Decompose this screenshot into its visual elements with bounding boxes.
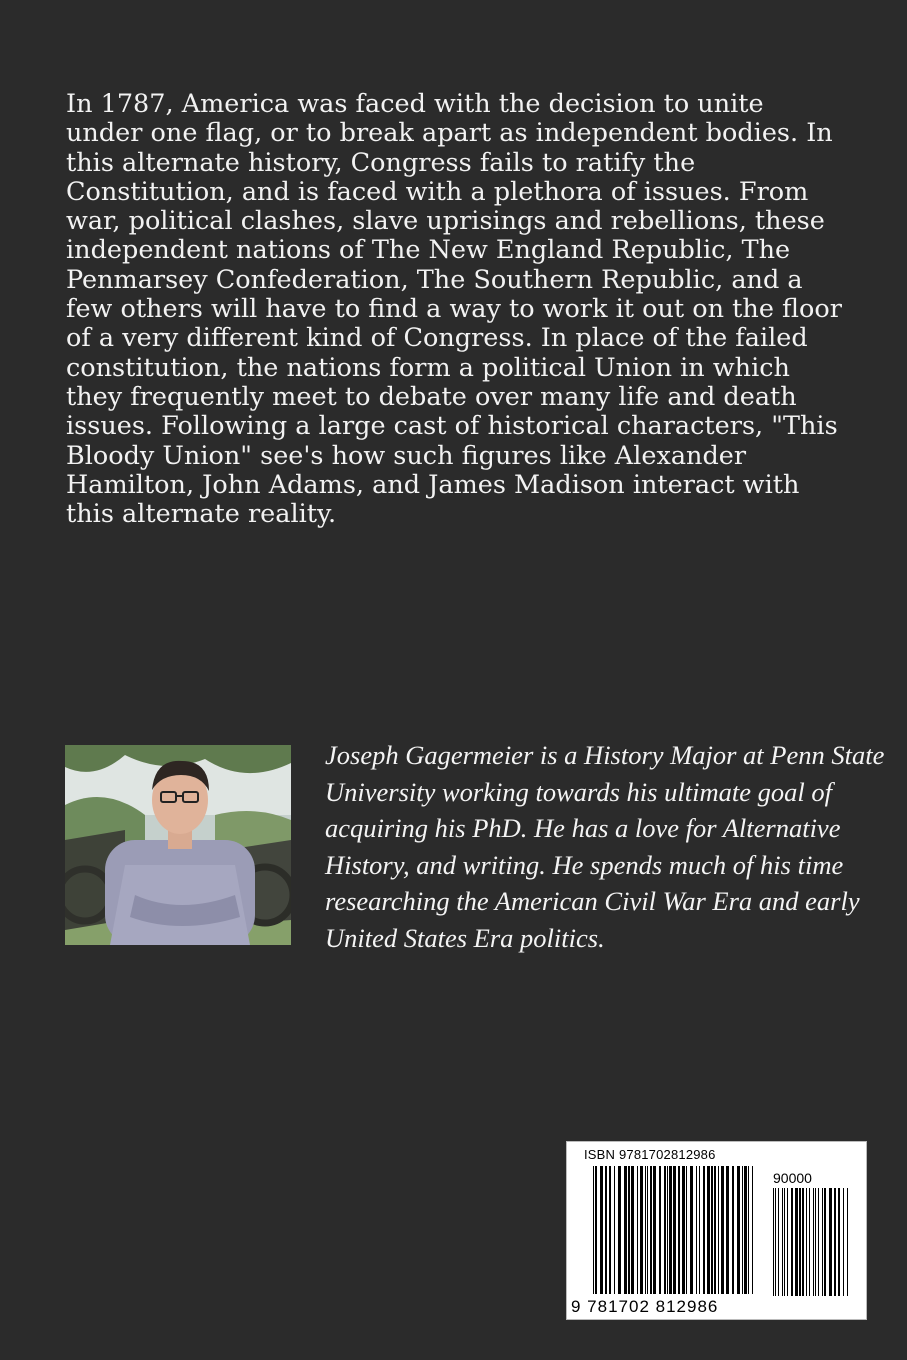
barcode-bar [714,1166,716,1294]
price-code: 90000 [773,1170,812,1186]
barcode-bar [624,1166,627,1294]
barcode-bar [645,1166,646,1294]
book-blurb: In 1787, America was faced with the decision to unite under one flag, or to break apart as independent bodies. In this alternate history, Congress fails to ratify the Constitution, and is faced with a plethora of issues. From war, political clashes, slave uprisings and rebellions, these independent nations of The New England Republic, The Penmarsey Confederation, The Southern Republic, and a few others will have to find a way to work it out on the floor of a very different kind of Congress. In place of the failed constitution, the nations form a political Union in which they frequently meet to debate over many life and death issues. Following a large cast of historical characters, "This Bloody Union" see's how such figures like Alexander Hamilton, John Adams, and James Madison interact with this alternate reality. [66,89,842,530]
barcode-bar [732,1166,734,1294]
barcode-bar [628,1166,630,1294]
barcode-bar [829,1188,832,1296]
barcode-bar [653,1166,656,1294]
barcode-bar [795,1188,798,1296]
barcode-bar [699,1166,700,1294]
barcode-bar [806,1188,807,1296]
author-photo-image [65,745,291,945]
isbn-label: ISBN 9781702812986 [584,1147,716,1162]
author-bio: Joseph Gagermeier is a History Major at Penn State University working towards his ultimate goal of acquiring his PhD. He has a love for Alternative History, and writing. He spends much of his time researching the American Civil War Era and early United States Era politics. [325,740,885,953]
barcode-bar [784,1188,785,1296]
barcode-digits: 9 781702 812986 [571,1297,719,1316]
barcode-bar [799,1188,801,1296]
barcode-bar [744,1166,747,1294]
barcode-bar [834,1188,836,1296]
barcode-bar [650,1166,652,1294]
barcode-bar [673,1166,676,1294]
barcode-bar [787,1188,788,1296]
author-photo [65,745,291,945]
barcode-bar [847,1188,848,1296]
barcode-bar [778,1188,779,1296]
barcode-bar [669,1166,672,1294]
barcode-bar [707,1166,710,1294]
barcode-bar [711,1166,713,1294]
barcode-bar [775,1188,776,1296]
barcode-bar [678,1166,680,1294]
barcode-bar [609,1166,611,1294]
barcode-bar [782,1188,783,1296]
barcode-bar [618,1166,621,1294]
barcode-bar [703,1166,705,1294]
barcode-bar [682,1166,685,1294]
barcode-bar [791,1188,793,1296]
barcode-bar [593,1166,594,1294]
barcode-bar [659,1166,661,1294]
barcode-bar [843,1188,844,1296]
barcode-bar [718,1166,719,1294]
barcode-bars [593,1166,863,1296]
barcode-bar [802,1188,804,1296]
barcode-bar [773,1188,774,1296]
barcode-bar [818,1188,819,1296]
barcode-bar [686,1166,687,1294]
barcode-bar [752,1166,753,1294]
barcode-bar [637,1166,638,1294]
barcode-bar [838,1188,840,1296]
barcode-bar [664,1166,666,1294]
barcode-bar [690,1166,693,1294]
barcode-bar [721,1166,724,1294]
barcode-bar [614,1166,615,1294]
barcode-bar [726,1166,729,1294]
barcode-bar [605,1166,607,1294]
barcode-bar [667,1166,668,1294]
barcode-label [566,1141,867,1320]
barcode-bar [600,1166,603,1294]
barcode-bar [742,1166,743,1294]
barcode-bar [640,1166,643,1294]
barcode-bar [824,1188,826,1296]
barcode-bar [809,1188,810,1296]
barcode-bar [815,1188,816,1296]
barcode-bar [737,1166,740,1294]
barcode-bar [647,1166,648,1294]
barcode-bar [696,1166,697,1294]
barcode-bar [631,1166,634,1294]
barcode-bar [595,1166,597,1294]
barcode-bar [813,1188,814,1296]
barcode-bar [822,1188,823,1296]
barcode-bar [748,1166,749,1294]
